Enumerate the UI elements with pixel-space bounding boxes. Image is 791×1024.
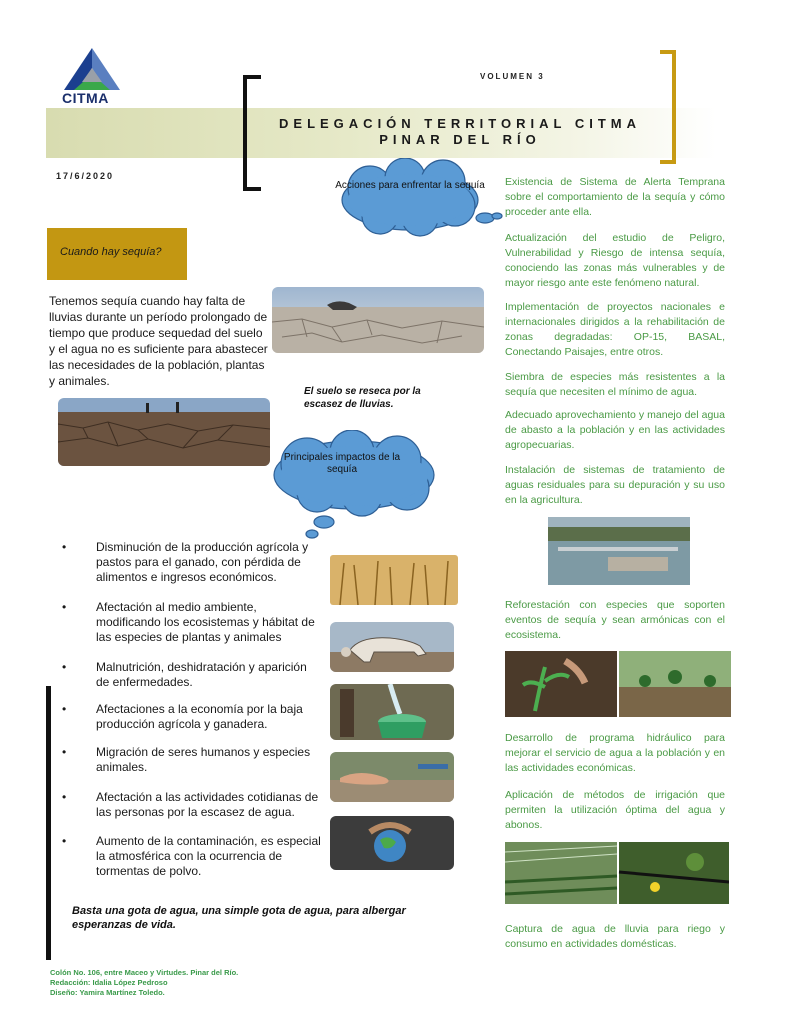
cloud-icon [335, 158, 505, 243]
question-box [47, 228, 187, 280]
thin-cow-image [330, 622, 454, 672]
dry-crop-photo [330, 555, 458, 605]
reforestation-image [505, 651, 731, 717]
logo-text: CITMA [62, 90, 109, 106]
list-item: • Malnutrición, deshidratación y aparición de enfermedades. [62, 660, 322, 702]
reforestation-photo [505, 651, 731, 717]
action-item: Implementación de proyectos nacionales e internacionales dirigidos a la rehabilitación de zonas degradadas: OP-15, BASAL, Conectando Paisajes, entre otros. [505, 301, 725, 358]
citma-logo [60, 46, 124, 94]
footer-credits [50, 968, 250, 998]
footer-address: Colón No. 106, entre Maceo y Virtudes. Pinar del Río. [50, 968, 239, 977]
dry-crop-image [330, 555, 458, 605]
impacts-cloud-label: Principales impactos de la sequía [283, 452, 401, 475]
water-treatment-image [548, 517, 690, 585]
impacts-list [62, 540, 322, 894]
page-subtitle: PINAR DEL RÍO [379, 132, 541, 147]
action-item: Reforestación con especies que soporten eventos de sequía y sean armónicas con el ecosistema. [505, 599, 725, 641]
list-item: • Migración de seres humanos y especies animales. [62, 745, 322, 790]
issue-date: 17/6/2020 [56, 171, 115, 181]
list-item: • Aumento de la contaminación, es especial la atmosférica con la ocurrencia de tormentas de polvo. [62, 834, 322, 894]
page-title: DELEGACIÓN TERRITORIAL CITMA [279, 116, 641, 131]
photo-caption: El suelo se reseca por la escasez de lluvias. [304, 386, 421, 410]
action-item: Actualización del estudio de Peligro, Vulnerabilidad y Riesgo de intensa sequía, conociendo las zonas más vulnerables y de mayor riesgo ante este fenómeno natural. [505, 232, 725, 289]
earth-globe-image [330, 816, 454, 870]
irrigation-image [505, 842, 729, 904]
actions-cloud [335, 158, 505, 243]
left-accent-bar [46, 686, 51, 960]
irrigation-photo [505, 842, 729, 904]
closing-quote: Basta una gota de agua, una simple gota de agua, para albergar esperanzas de vida. [72, 905, 406, 931]
cracked-earth-image [58, 398, 270, 466]
thin-cow-photo [330, 622, 454, 672]
impacts-cloud [262, 430, 442, 542]
action-item: Existencia de Sistema de Alerta Temprana sobre el comportamiento de la sequía y cómo proceder ante ella. [505, 176, 725, 218]
action-item: Captura de agua de lluvia para riego y consumo en actividades domésticas. [505, 923, 725, 950]
action-item: Instalación de sistemas de tratamiento de aguas residuales para su depuración y su uso en la agricultura. [505, 464, 725, 506]
list-item: • Afectaciones a la economía por la baja producción agrícola y ganadera. [62, 702, 322, 745]
cracked-earth-photo [58, 398, 270, 466]
water-bucket-photo [330, 684, 454, 740]
citma-logo-icon [60, 46, 124, 94]
footer-design: Diseño: Yamira Martínez Toledo. [50, 988, 165, 997]
volume-label: VOLUMEN 3 [480, 72, 545, 81]
dry-hand-image [330, 752, 454, 802]
footer-editor: Redacción: Idalia López Pedroso [50, 978, 168, 987]
dry-soil-photo [272, 287, 484, 353]
list-item: • Afectación al medio ambiente, modificando los ecosistemas y hábitat de las especies de plantas y animales [62, 600, 322, 660]
dry-hand-photo [330, 752, 454, 802]
list-item: • Afectación a las actividades cotidianas de las personas por la escasez de agua. [62, 790, 322, 834]
question-box-label: Cuando hay sequía? [60, 246, 162, 258]
earth-globe-photo [330, 816, 454, 870]
actions-cloud-label: Acciones para enfrentar la sequía [335, 180, 485, 191]
water-treatment-photo [548, 517, 690, 585]
action-item: Aplicación de métodos de irrigación que permiten la utilización óptima del agua y abonos. [505, 789, 725, 831]
action-item: Adecuado aprovechamiento y manejo del agua de abasto a la población y en las actividades agropecuarias. [505, 409, 725, 451]
intro-paragraph: Tenemos sequía cuando hay falta de lluvias durante un período prolongado de tiempo que produce sequedad del suelo y el agua no es suficiente para abastecer las necesidades de la población, plantas y animales. [49, 294, 268, 388]
cloud-icon [262, 430, 442, 542]
water-bucket-image [330, 684, 454, 740]
action-item: Desarrollo de programa hidráulico para mejorar el servicio de agua a la población y en las actividades económicas. [505, 732, 725, 774]
action-item: Siembra de especies más resistentes a la sequía que necesiten el mínimo de agua. [505, 371, 725, 398]
dry-soil-image [272, 287, 484, 353]
list-item: • Disminución de la producción agrícola y pastos para el ganado, con pérdida de alimentos e ingresos económicos. [62, 540, 322, 600]
